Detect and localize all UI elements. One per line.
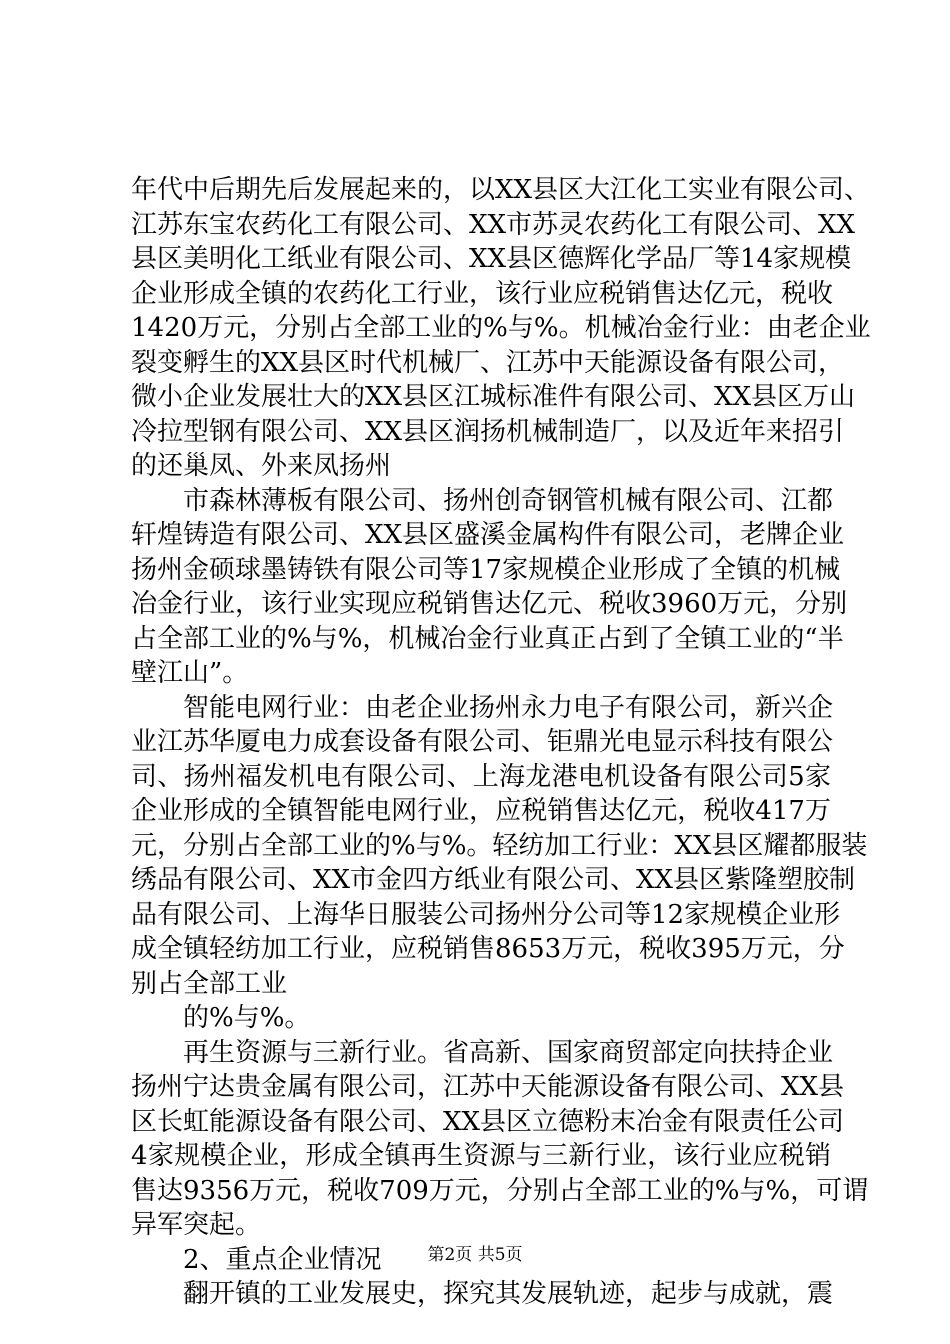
text-line: 企业形成的全镇智能电网行业，应税销售达亿元，税收417万	[131, 796, 831, 826]
text-line: 1420万元，分别占全部工业的%与%。机械冶金行业：由老企业	[131, 313, 871, 343]
text-line: 江苏东宝农药化工有限公司、XX市苏灵农药化工有限公司、XX	[131, 209, 856, 240]
document-body	[131, 173, 871, 1312]
text-line: 别占全部工业	[131, 968, 288, 999]
section-heading: 2、重点企业情况	[183, 1244, 382, 1275]
page-number: 第2页 共5页	[427, 1245, 523, 1265]
text-line: 的%与%。	[183, 1003, 311, 1033]
text-line: 县区美明化工纸业有限公司、XX县区德辉化学品厂等14家规模	[131, 244, 852, 274]
text-line: 元，分别占全部工业的%与%。轻纺加工行业：XX县区耀都服装	[131, 830, 868, 861]
text-line: 裂变孵生的XX县区时代机械厂、江苏中天能源设备有限公司，	[131, 347, 845, 378]
text-line: 品有限公司、上海华日服装公司扬州分公司等12家规模企业形	[131, 899, 841, 930]
text-line: 售达9356万元，税收709万元，分别占全部工业的%与%，可谓	[131, 1175, 869, 1206]
text-line: 异军突起。	[131, 1210, 262, 1240]
text-line: 轩煌铸造有限公司、XX县区盛溪金属构件有限公司，老牌企业	[131, 520, 845, 550]
text-line: 4家规模企业，形成全镇再生资源与三新行业，该行业应税销	[131, 1141, 831, 1171]
paragraph-first-line: 智能电网行业：由老企业扬州永力电子有限公司，新兴企	[183, 692, 834, 723]
text-line: 冶金行业，该行业实现应税销售达亿元、税收3960万元，分别	[131, 589, 848, 619]
text-line: 微小企业发展壮大的XX县区江城标准件有限公司、XX县区万山	[131, 382, 856, 412]
text-line: 壁江山”。	[131, 658, 249, 688]
text-line: 企业形成全镇的农药化工行业，该行业应税销售达亿元，税收	[131, 278, 834, 309]
text-line: 区长虹能源设备有限公司、XX县区立德粉末冶金有限责任公司	[131, 1106, 845, 1137]
page-footer	[0, 1245, 950, 1265]
text-line: 年代中后期先后发展起来的，以XX县区大江化工实业有限公司、	[131, 175, 871, 205]
text-line: 占全部工业的%与%，机械冶金行业真正占到了全镇工业的“半	[131, 623, 844, 654]
text-line: 绣品有限公司、XX市金四方纸业有限公司、XX县区紫隆塑胶制	[131, 865, 856, 895]
text-line: 扬州宁达贵金属有限公司，江苏中天能源设备有限公司、XX县	[131, 1072, 845, 1102]
paragraph-first-line: 市森林薄板有限公司、扬州创奇钢管机械有限公司、江都	[183, 485, 834, 516]
text-line: 业江苏华厦电力成套设备有限公司、钜鼎光电显示科技有限公	[131, 727, 834, 757]
paragraph-first-line: 再生资源与三新行业。省高新、国家商贸部定向扶持企业	[183, 1037, 834, 1068]
text-line: 成全镇轻纺加工行业，应税销售8653万元，税收395万元，分	[131, 934, 845, 964]
paragraph-first-line: 翻开镇的工业发展史，探究其发展轨迹，起步与成就，震	[183, 1279, 834, 1309]
text-line: 的还巢凤、外来凤扬州	[131, 451, 392, 481]
text-line: 冷拉型钢有限公司、XX县区润扬机械制造厂，以及近年来招引	[131, 416, 845, 447]
text-line: 扬州金硕球墨铸铁有限公司等17家规模企业形成了全镇的机械	[131, 554, 841, 585]
text-line: 司、扬州福发机电有限公司、上海龙港电机设备有限公司5家	[131, 761, 831, 792]
